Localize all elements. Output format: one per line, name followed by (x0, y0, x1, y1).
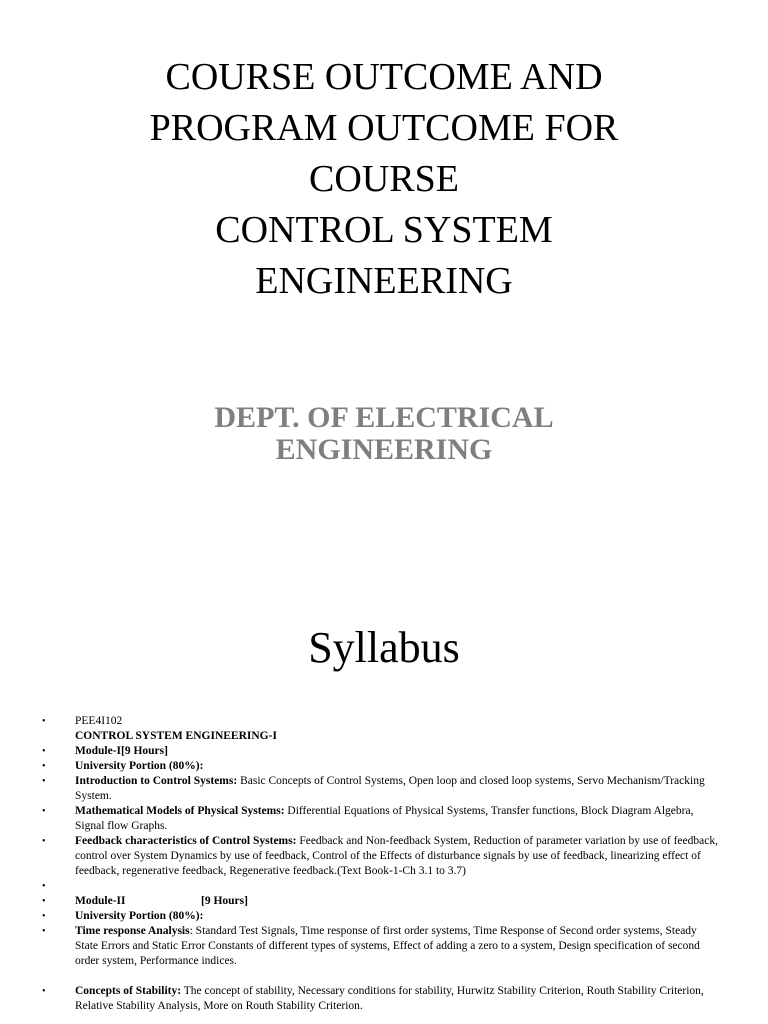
title-line: CONTROL SYSTEM (215, 209, 553, 251)
syllabus-heading: Syllabus (308, 623, 460, 672)
topic-text: : Standard Test Signals, Time response of first order systems, Time Response of Second order systems, Steady State Errors and Static Error Constants of different types of systems, Effect of adding a zero to a system, Design specification of second order system, Performance indices. (75, 925, 700, 967)
list-item (42, 879, 722, 894)
department-line: ENGINEERING (275, 433, 493, 466)
list-item (42, 984, 722, 1014)
list-item (42, 774, 722, 804)
list-item (42, 804, 722, 834)
bullet-icon: • (42, 746, 46, 757)
topic-title: Concepts of Stability: (75, 985, 182, 997)
topic-title: Introduction to Control Systems: (75, 775, 238, 787)
portion-label: University Portion (80%): (75, 760, 204, 772)
bullet-icon: • (42, 911, 46, 922)
bullet-icon: • (42, 806, 46, 817)
bullet-icon: • (42, 881, 46, 892)
module-hours: [9 Hours] (201, 895, 248, 907)
module-heading: Module-II (75, 895, 126, 907)
list-item (42, 744, 722, 759)
topic-title: Mathematical Models of Physical Systems: (75, 805, 285, 817)
portion-label: University Portion (80%): (75, 910, 204, 922)
bullet-icon: • (42, 896, 46, 907)
module-heading: Module-I[9 Hours] (75, 745, 168, 757)
course-code: PEE4I102 (75, 715, 123, 727)
title-line: COURSE OUTCOME AND (165, 56, 603, 98)
bullet-icon: • (42, 926, 46, 937)
list-item (42, 894, 722, 909)
topic-title: Time response Analysis (75, 925, 190, 937)
department-subtitle (0, 402, 768, 466)
bullet-icon: • (42, 761, 46, 772)
topic-text: Basic Concepts of Control Systems, Open loop and closed loop systems, Servo Mechanism/Tracking System. (75, 775, 705, 802)
topic-text: The concept of stability, Necessary conditions for stability, Hurwitz Stability Criterion, Routh Stability Criterion, Relative Stability Analysis, More on Routh Stability Criterion. (75, 985, 704, 1012)
course-name: CONTROL SYSTEM ENGINEERING-I (75, 730, 277, 742)
list-item (42, 924, 722, 969)
title-line: ENGINEERING (255, 260, 513, 302)
list-item (42, 909, 722, 924)
document-title (0, 52, 768, 307)
list-item (42, 714, 722, 744)
title-line: COURSE (309, 158, 459, 200)
bullet-icon: • (42, 716, 46, 727)
list-item (42, 834, 722, 879)
topic-title: Feedback characteristics of Control Systems: (75, 835, 297, 847)
topic-text: Differential Equations of Physical Systems, Transfer functions, Block Diagram Algebra, Signal flow Graphs. (75, 805, 694, 832)
list-item (42, 759, 722, 774)
department-line: DEPT. OF ELECTRICAL (214, 401, 554, 434)
title-line: PROGRAM OUTCOME FOR (149, 107, 619, 149)
topic-text: Feedback and Non-feedback System, Reduction of parameter variation by use of feedback, control over System Dynamics by use of feedback, Control of the Effects of disturbance signals by use of feedback, linearizing effect of feedback, regenerative feedback, Regenerative feedback.(Text Book-1-Ch 3.1 to 3.7) (75, 835, 718, 877)
bullet-icon: • (42, 986, 46, 997)
bullet-icon: • (42, 836, 46, 847)
syllabus-list (42, 714, 722, 1014)
bullet-icon: • (42, 776, 46, 787)
